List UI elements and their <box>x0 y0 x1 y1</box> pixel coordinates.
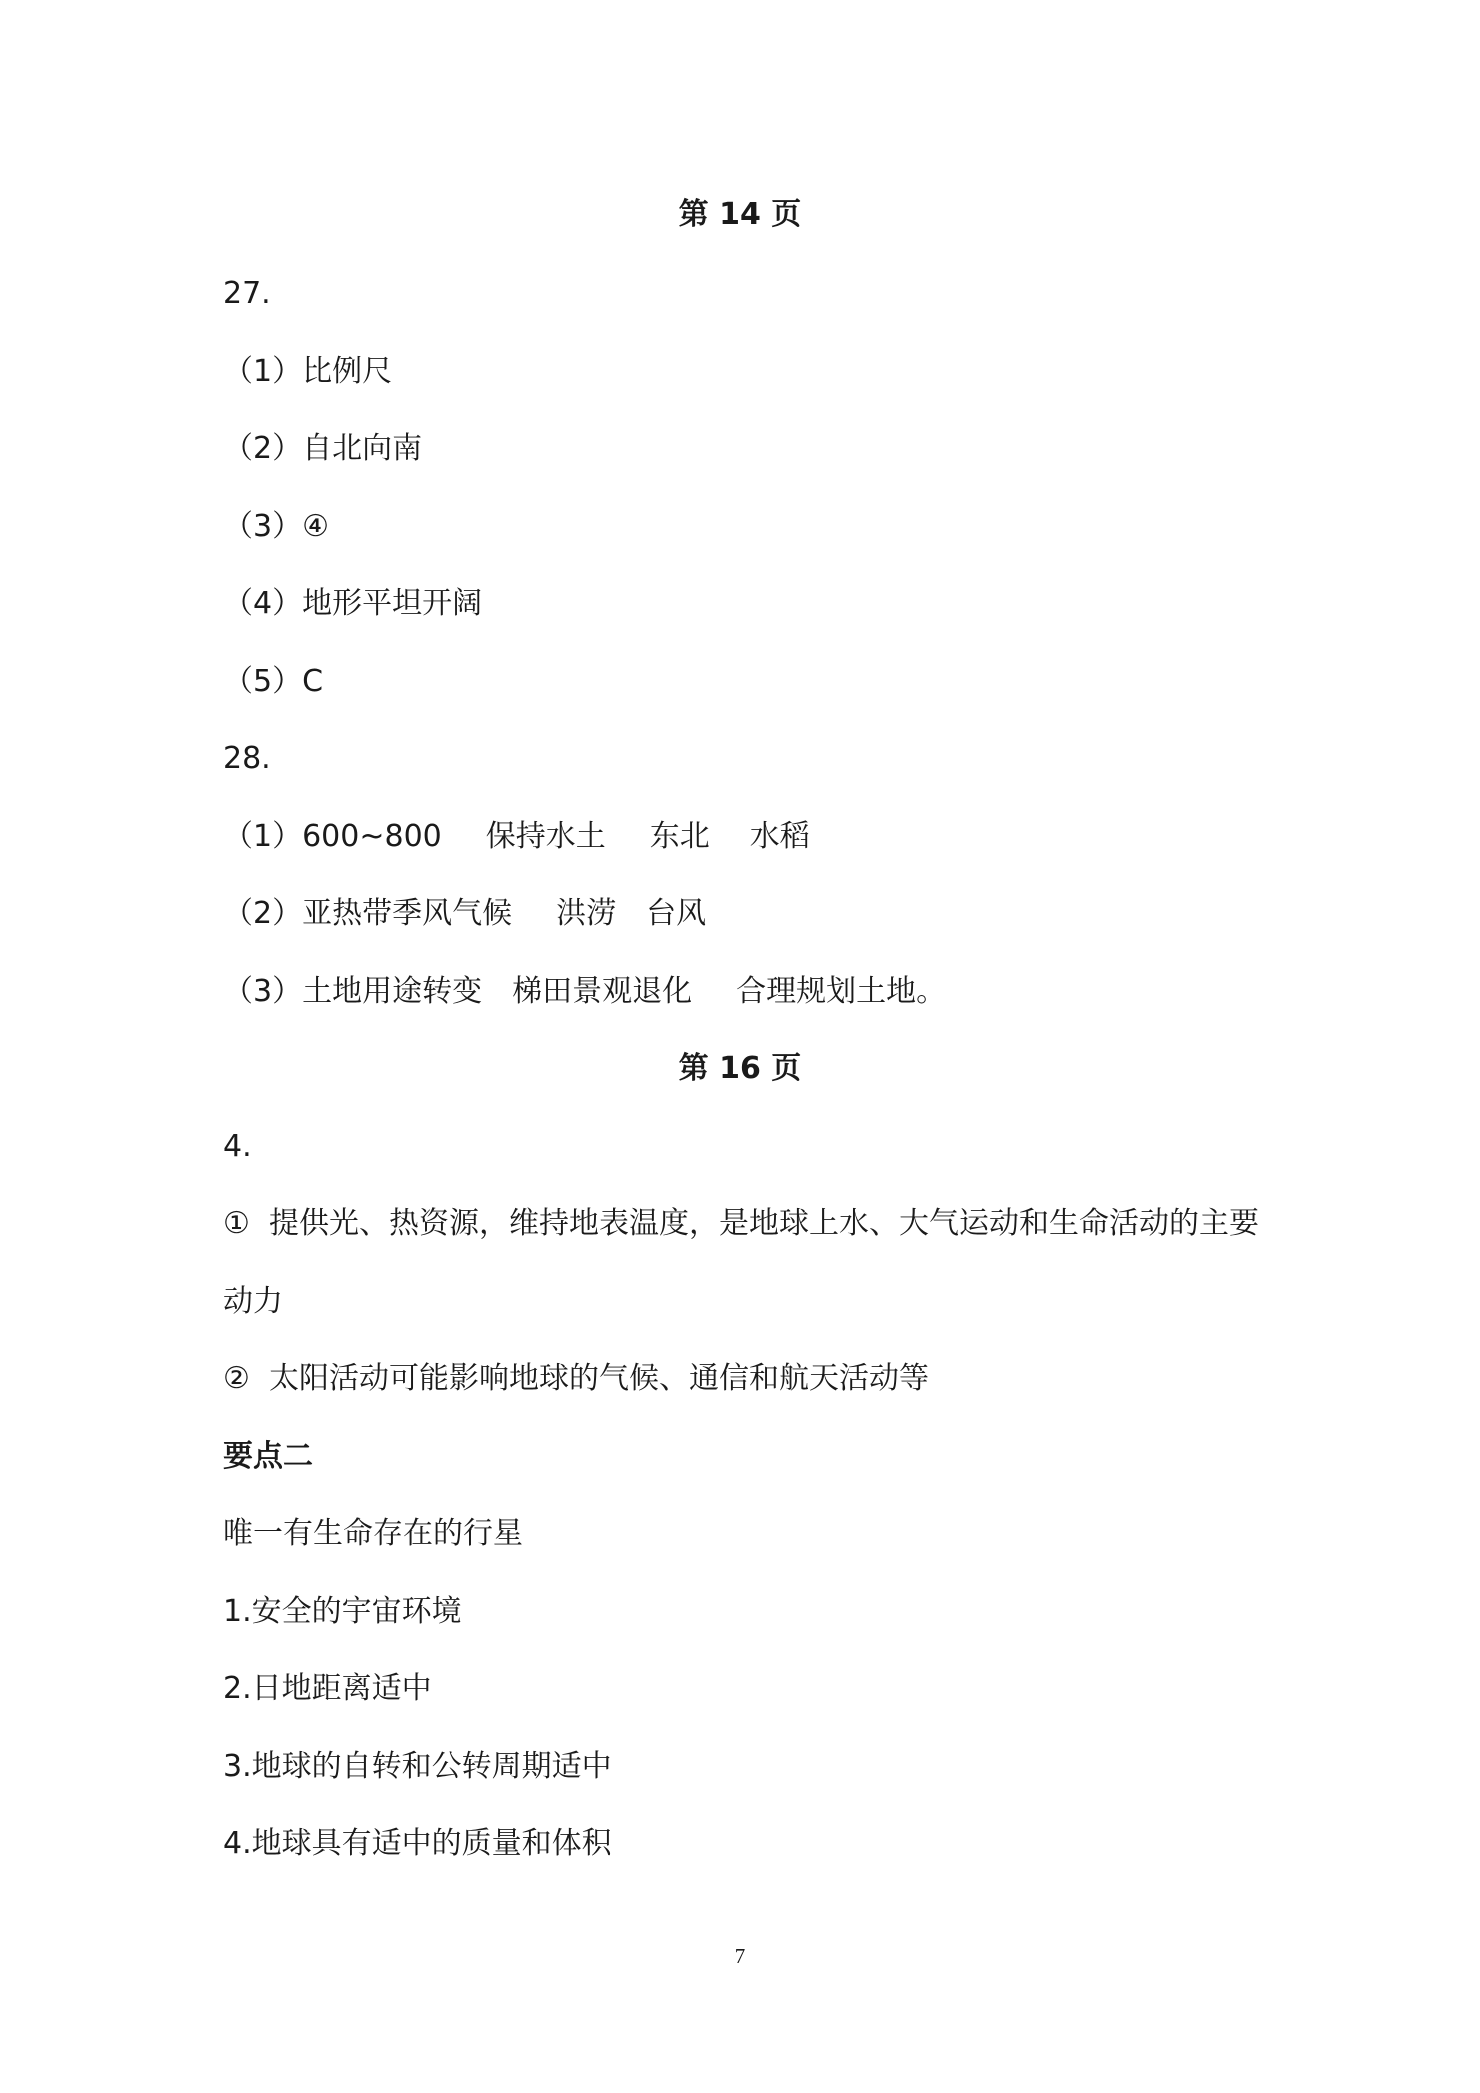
key-point-item-1: 1.安全的宇宙环境 <box>223 1594 462 1629</box>
answer-28-3-part-2: 梯田景观退化 <box>512 974 693 1009</box>
section-heading-page-14: 第 14 页 <box>678 197 802 232</box>
answer-28-3 <box>223 972 946 1012</box>
answer-27-4: （4）地形平坦开阔 <box>223 586 483 621</box>
key-point-title: 要点二 <box>223 1439 313 1474</box>
answer-4-item-1-line-1: ① 提供光、热资源，维持地表温度，是地球上水、大气运动和生命活动的主要 <box>223 1206 1259 1241</box>
answer-28-1-part-3: 东北 <box>649 819 710 854</box>
answer-28-1-part-4: 水稻 <box>749 819 810 854</box>
answer-28-1 <box>223 817 810 857</box>
answer-27-1: （1）比例尺 <box>223 354 393 389</box>
key-point-item-4: 4.地球具有适中的质量和体积 <box>223 1826 612 1861</box>
answer-28-2-part-1: （2）亚热带季风气候 <box>223 896 513 931</box>
answer-28-2-part-2: 洪涝 <box>556 896 617 931</box>
answer-28-3-part-1: （3）土地用途转变 <box>223 974 483 1009</box>
answer-27-5: （5）C <box>223 664 324 699</box>
key-point-item-3: 3.地球的自转和公转周期适中 <box>223 1749 612 1784</box>
key-point-item-2: 2.日地距离适中 <box>223 1671 432 1706</box>
question-number-27: 27. <box>223 276 271 311</box>
answer-4-item-2: ② 太阳活动可能影响地球的气候、通信和航天活动等 <box>223 1361 929 1396</box>
key-point-subtitle: 唯一有生命存在的行星 <box>223 1516 523 1551</box>
page-number: 7 <box>734 1944 746 1968</box>
question-number-4: 4. <box>223 1129 252 1164</box>
answer-27-2: （2）自北向南 <box>223 431 423 466</box>
answer-28-1-part-2: 保持水土 <box>485 819 606 854</box>
answer-28-2-part-3: 台风 <box>646 896 707 931</box>
question-number-28: 28. <box>223 741 271 776</box>
answer-27-3: （3）④ <box>223 509 329 544</box>
answer-28-2 <box>223 894 706 934</box>
answer-28-1-part-1: （1）600~800 <box>223 819 442 854</box>
answer-28-3-part-3: 合理规划土地。 <box>736 974 947 1009</box>
answer-4-item-1-line-2: 动力 <box>223 1284 283 1319</box>
section-heading-page-16: 第 16 页 <box>678 1051 802 1086</box>
